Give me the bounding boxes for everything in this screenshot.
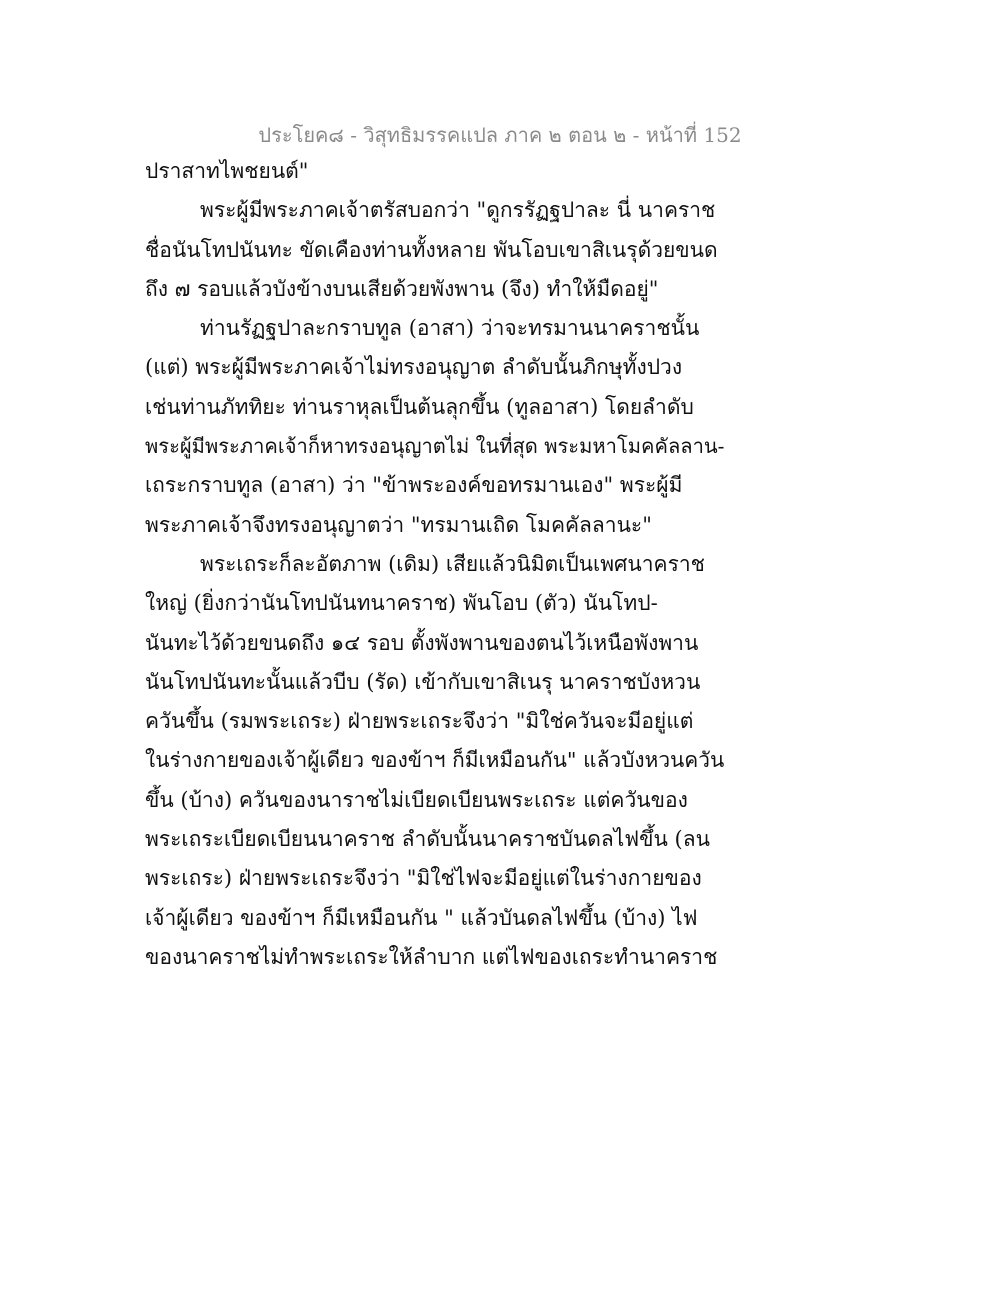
text-line: พระผู้มีพระภาคเจ้าก็หาทรงอนุญาตไม่ ในที่สุด พระมหาโมคคัลลาน- [145, 434, 725, 459]
text-line: ถึง ๗ รอบแล้วบังข้างบนเสียด้วยพังพาน (จึง) ทำให้มืดอยู่" [145, 276, 659, 301]
text-line: ในร่างกายของเจ้าผู้เดียว ของข้าฯ ก็มีเหมือนกัน" แล้วบังหวนควัน [145, 748, 725, 773]
text-line: ชื่อนันโทปนันทะ ขัดเคืองท่านทั้งหลาย พันโอบเขาสิเนรุด้วยขนด [145, 237, 718, 262]
text-line: พระภาคเจ้าจึงทรงอนุญาตว่า "ทรมานเถิด โมคคัลลานะ" [145, 512, 652, 537]
text-line: (แต่) พระผู้มีพระภาคเจ้าไม่ทรงอนุญาต ลำดับนั้นภิกษุทั้งปวง [145, 355, 683, 380]
body-text [145, 152, 725, 977]
text-line: นันทะไว้ด้วยขนดถึง ๑๔ รอบ ตั้งพังพานของตนไว้เหนือพังพาน [145, 630, 699, 655]
text-line: พระผู้มีพระภาคเจ้าตรัสบอกว่า "ดูกรรัฏฐปาละ นี่ นาคราช [200, 198, 716, 223]
text-line: เช่นท่านภัททิยะ ท่านราหุลเป็นต้นลุกขึ้น (ทูลอาสา) โดยลำดับ [145, 394, 694, 419]
text-line: เจ้าผู้เดียว ของข้าฯ ก็มีเหมือนกัน " แล้วบันดลไฟขึ้น (บ้าง) ไฟ [145, 905, 698, 930]
text-line: ของนาคราชไม่ทำพระเถระให้ลำบาก แต่ไฟของเถระทำนาคราช [145, 944, 718, 969]
text-line: ใหญ่ (ยิ่งกว่านันโทปนันทนาคราช) พันโอบ (ตัว) นันโทป- [145, 591, 658, 616]
text-line: พระเถระ) ฝ่ายพระเถระจึงว่า "มิใช่ไฟจะมีอยู่แต่ในร่างกายของ [145, 866, 702, 891]
text-line: ปราสาทไพชยนต์" [145, 159, 309, 183]
text-line: ขึ้น (บ้าง) ควันของนาราชไม่เบียดเบียนพระเถระ แต่ควันของ [145, 787, 688, 812]
text-line: พระเถระเบียดเบียนนาคราช ลำดับนั้นนาคราชบันดลไฟขึ้น (ลน [145, 827, 710, 852]
text-line: เถระกราบทูล (อาสา) ว่า "ข้าพระองค์ขอทรมานเอง" พระผู้มี [145, 473, 683, 498]
text-line: พระเถระก็ละอัตภาพ (เดิม) เสียแล้วนิมิตเป็นเพศนาคราช [200, 551, 705, 576]
text-line: ควันขึ้น (รมพระเถระ) ฝ่ายพระเถระจึงว่า "มิใช่ควันจะมีอยู่แต่ [145, 709, 694, 734]
text-line: ท่านรัฏฐปาละกราบทูล (อาสา) ว่าจะทรมานนาคราชนั้น [200, 316, 700, 341]
text-line: นันโทปนันทะนั้นแล้วบีบ (รัด) เข้ากับเขาสิเนรุ นาคราชบังหวน [145, 669, 701, 694]
page-header: ประโยค๘ - วิสุทธิมรรคแปล ภาค ๒ ตอน ๒ - หน้าที่ 152 [258, 123, 742, 147]
